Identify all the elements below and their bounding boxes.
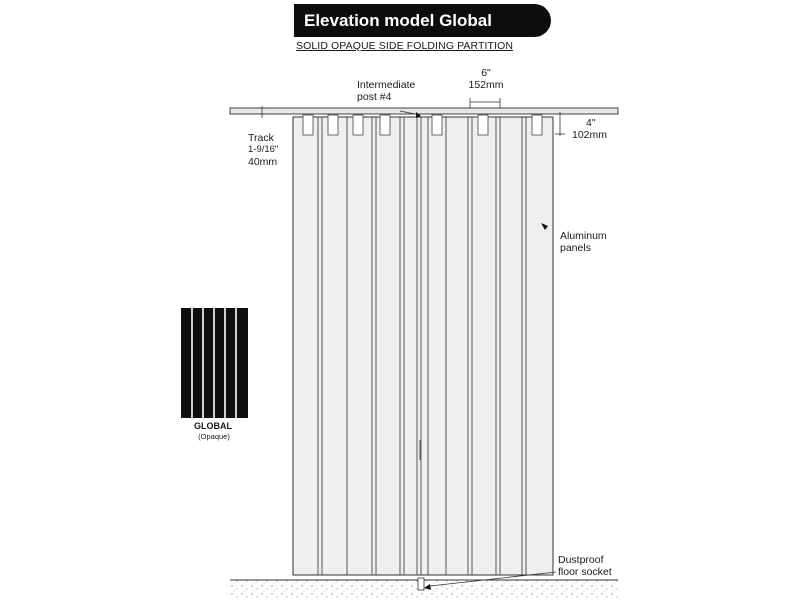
thumbnail-title: GLOBAL <box>194 421 232 431</box>
track-title: Track <box>248 132 274 144</box>
floor-socket-label <box>558 554 628 578</box>
panels-line-1: Aluminum <box>560 230 607 242</box>
top-clearance-label <box>572 117 622 141</box>
thumbnail-subtitle: (Opaque) <box>198 432 230 441</box>
floor-socket-line-2: floor socket <box>558 566 612 578</box>
post-width-inches: 6" <box>481 67 491 79</box>
top-clearance-inches: 4" <box>586 117 596 129</box>
track-mm: 40mm <box>248 156 278 168</box>
floor-socket <box>418 578 424 590</box>
page-subtitle: SOLID OPAQUE SIDE FOLDING PARTITION <box>296 40 514 52</box>
post-width-mm: 152mm <box>468 79 504 91</box>
track-inches: 1-9/16" <box>248 144 279 155</box>
intermediate-post-label <box>357 79 433 103</box>
intermediate-post-line-2: post #4 <box>357 91 392 103</box>
post-width-label <box>458 67 514 91</box>
panels-line-2: panels <box>560 242 591 254</box>
floor-socket-line-1: Dustproof <box>558 554 604 566</box>
page-title: Elevation model Global <box>304 11 492 30</box>
top-clearance-mm: 102mm <box>572 129 608 141</box>
partition-body <box>293 117 553 575</box>
track-label <box>248 132 308 168</box>
panels-label <box>560 230 630 254</box>
global-thumbnail <box>181 308 248 418</box>
intermediate-post-line-1: Intermediate <box>357 79 416 91</box>
